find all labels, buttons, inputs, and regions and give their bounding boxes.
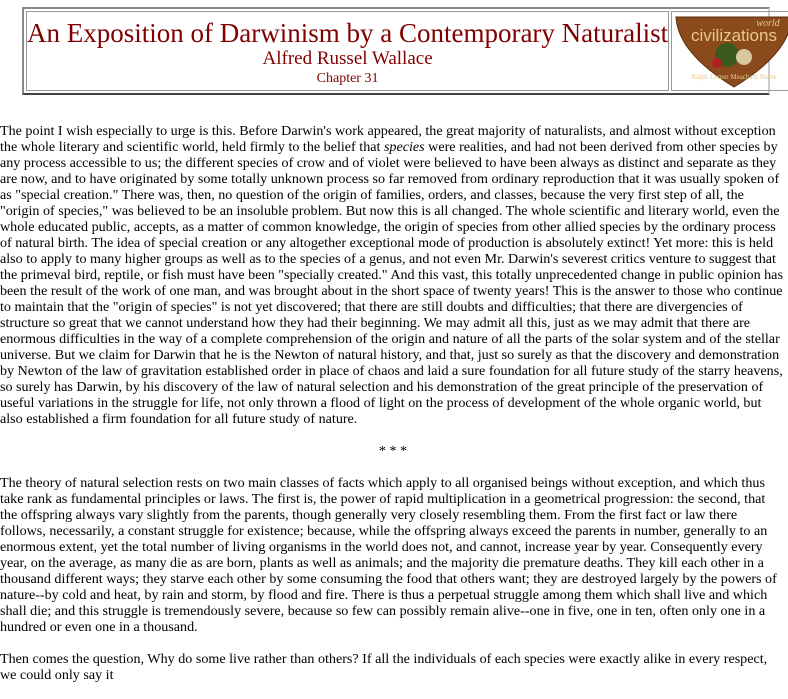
- text: were realities, and had not been derived from other species by any process accessible to us; the different species of crow and of violet were believed to have been always as distinct and separate as they are now, and to have originated by some totally unknown process so far removed from ordinary reproduction that it was usually spoken of as "special creation." There was, then, no question of the origin of families, orders, and classes, because the very first step of all, the "origin of species," was believed to be an insoluble problem. But now this is all changed. The whole scientific and literary world, even the whole educated public, accepts, as a matter of common knowledge, the origin of species from other allied species by the ordinary process of natural birth. The idea of special creation or any altogether exceptional mode of production is absolutely extinct! Yet more: this is held also to apply to many higher groups as well as to the species of a genus, and not even Mr. Darwin's severest critics venture to suggest that the primeval bird, reptile, or fish must have been "specially created." And this vast, this totally unprecedented change in public opinion has been the result of the work of one man, and was brought about in the short space of twenty years! This is the answer to those who continue to maintain that the "origin of species" is not yet discovered; that there are still doubts and difficulties; that there are divergencies of structure so great that we cannot understand how they had their beginning. We may admit all this, just as we may admit that there are enormous difficulties in the way of a complete comprehension of the origin and nature of all the parts of the solar system and of the stellar universe. But we claim for Darwin that he is the Newton of natural history, and that, just so surely as that the discovery and demonstration by Newton of the law of gravitation established order in place of chaos and laid a sure foundation for all future study of the starry heavens, so surely has Darwin, by his discovery of the law of natural selection and his demonstration of the great principle of the preservation of useful variations in the struggle for life, not only thrown a flood of light on the process of development of the whole organic world, but also established a firm foundation for all future study of nature.: [0, 139, 783, 427]
- world-civilizations-logo-icon: [672, 13, 788, 89]
- title-cell: [26, 11, 669, 91]
- emphasis-species: species: [383, 139, 425, 155]
- author-name: Alfred Russel Wallace: [262, 48, 433, 69]
- svg-text:Ralph Lerner Meacham Burns: Ralph Lerner Meacham Burns: [691, 73, 777, 81]
- paragraph-1: [0, 123, 786, 427]
- paragraph-2: The theory of natural selection rests on two main classes of facts which apply to all organised beings without exception, and which thus take rank as fundamental principles or laws. The first is, the power of rapid multiplication in a geometrical progression: the second, that the offspring always vary slightly from the parents, though generally very closely resembling them. From the first fact or law there follows, necessarily, a constant struggle for existence; because, while the offspring always exceed the parents in number, generally to an enormous extent, yet the total number of living organisms in the world does not, and cannot, increase year by year. Consequently every year, on the average, as many die as are born, plants as well as animals; and the majority die premature deaths. They kill each other in a thousand different ways; they starve each other by some consuming the food that others want; they are destroyed largely by the powers of nature--by cold and heat, by rain and storm, by flood and fire. There is thus a perpetual struggle among them which shall live and which shall die; and this struggle is tremendously severe, because so few can possibly remain alive--one in five, one in ten, often only one in a hundred or even one in a thousand.: [0, 475, 777, 635]
- article-body: [0, 123, 786, 699]
- logo-cell: [671, 11, 788, 91]
- svg-text:world: world: [756, 18, 780, 29]
- section-separator: * * *: [378, 443, 408, 459]
- svg-text:civilizations: civilizations: [691, 26, 778, 45]
- text: The point I wish especially to urge is this. Before Darwin's work appeared, the great majority of naturalists, and almost without exception the whole literary and scientific world, held firmly to the belief that: [0, 123, 776, 155]
- paragraph-3: Then comes the question, Why do some live rather than others? If all the individuals of each species were exactly alike in every respect, we could only say it: [0, 651, 768, 683]
- header-table: [22, 7, 780, 95]
- chapter-label: Chapter 31: [316, 71, 379, 86]
- page-title: An Exposition of Darwinism by a Contemporary Naturalist: [27, 18, 669, 48]
